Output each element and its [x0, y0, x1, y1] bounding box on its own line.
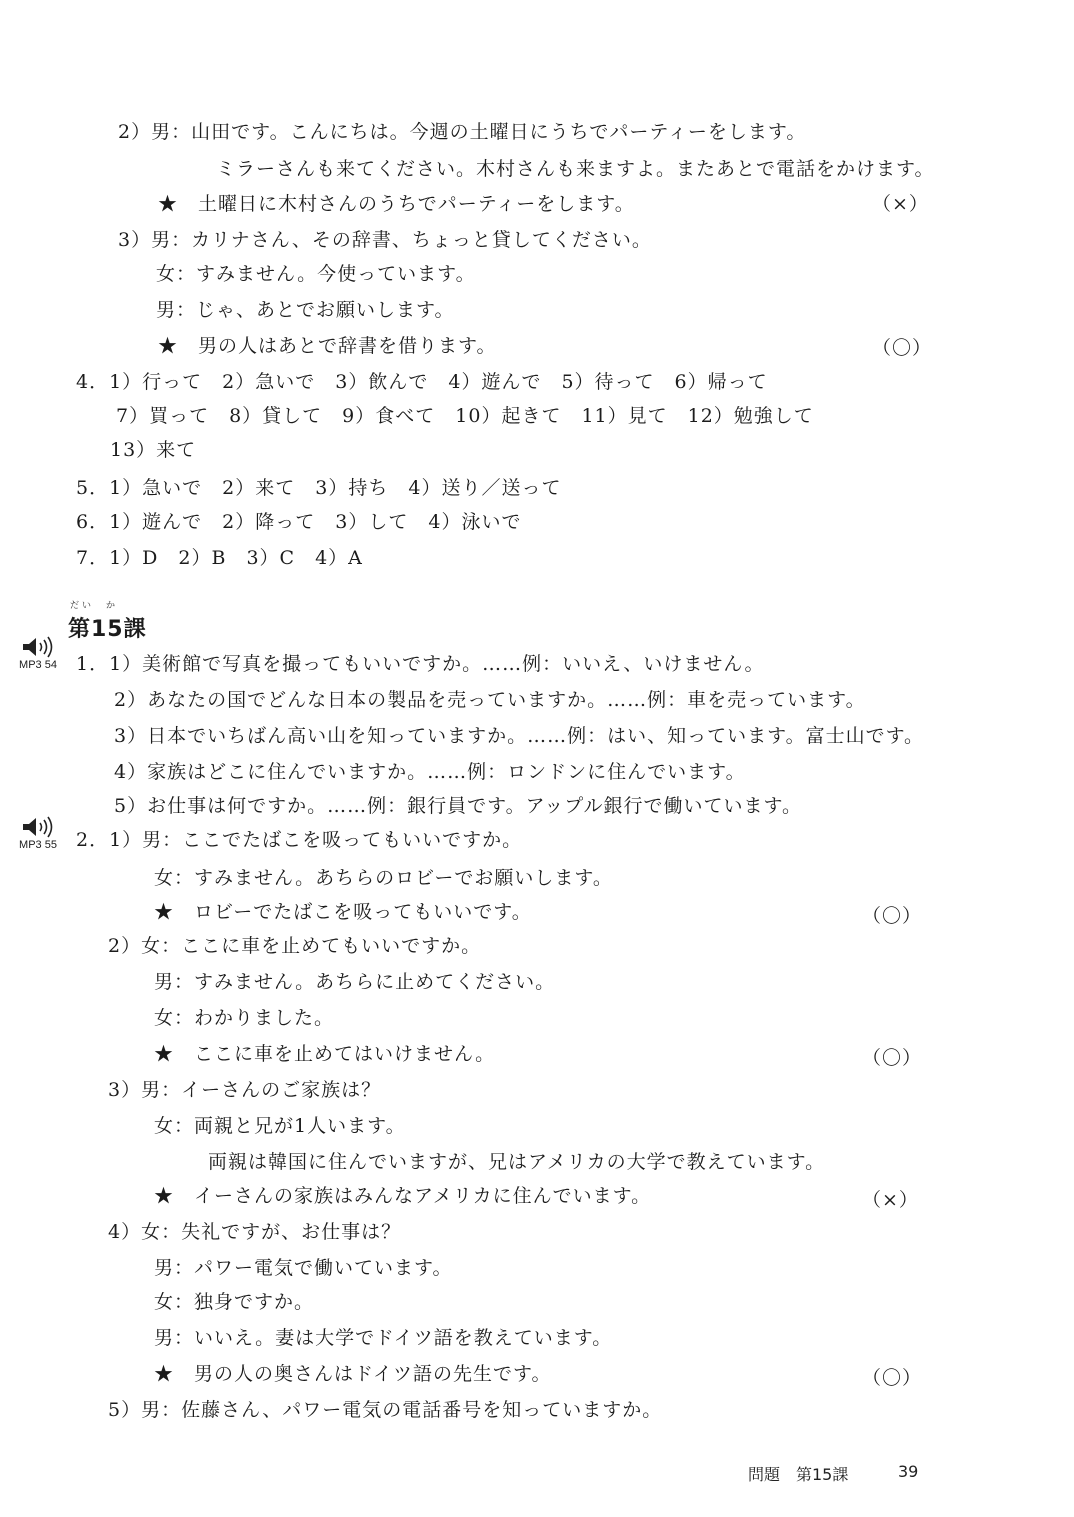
- answer-mark: （〇）: [872, 337, 933, 359]
- dialogue-line: 女：すみません。今使っています。: [156, 263, 476, 285]
- answer-mark: （〇）: [862, 905, 923, 927]
- answer-mark: （〇）: [862, 1047, 923, 1069]
- audio-track-55[interactable]: [12, 816, 64, 851]
- statement-line: ★ ロビーでたばこを吸ってもいいです。: [154, 901, 532, 923]
- statement-line: ★ ここに車を止めてはいけません。: [154, 1043, 496, 1065]
- answer-line: 7．1）D 2）B 3）C 4）A: [76, 547, 363, 569]
- dialogue-line: 男：じゃ、あとでお願いします。: [156, 299, 455, 321]
- dialogue-line: 3）男：イーさんのご家族は？: [108, 1079, 382, 1101]
- statement-line: ★ イーさんの家族はみんなアメリカに住んでいます。: [154, 1185, 652, 1207]
- answer-mark: （×）: [872, 193, 929, 215]
- dialogue-line: 男：いいえ。妻は大学でドイツ語を教えています。: [154, 1327, 613, 1349]
- dialogue-line: 2．1）男：ここでたばこを吸ってもいいですか。: [76, 829, 523, 851]
- statement-line: ★ 男の人の奥さんはドイツ語の先生です。: [154, 1363, 552, 1385]
- dialogue-line: 5）男：佐藤さん、パワー電気の電話番号を知っていますか。: [108, 1399, 663, 1421]
- dialogue-line: 女：わかりました。: [154, 1007, 335, 1029]
- question-line: 2）あなたの国でどんな日本の製品を売っていますか。……例：車を売っています。: [114, 689, 866, 711]
- question-line: 4）家族はどこに住んでいますか。……例：ロンドンに住んでいます。: [114, 761, 746, 783]
- dialogue-line: 3）男：カリナさん、その辞書、ちょっと貸してください。: [118, 229, 652, 251]
- dialogue-line: 4）女：失礼ですが、お仕事は？: [108, 1221, 402, 1243]
- dialogue-line: 2）男：山田です。こんにちは。今週の土曜日にうちでパーティーをします。: [118, 121, 807, 143]
- speaker-icon: [21, 636, 55, 658]
- statement-line: ★ 土曜日に木村さんのうちでパーティーをします。: [158, 193, 635, 215]
- dialogue-line: 女：両親と兄が1人います。: [154, 1115, 406, 1137]
- dialogue-line: ミラーさんも来てください。木村さんも来ますよ。またあとで電話をかけます。: [216, 158, 935, 180]
- audio-track-label: MP3 55: [19, 839, 57, 851]
- dialogue-line: 女：すみません。あちらのロビーでお願いします。: [154, 867, 613, 889]
- answer-line: 4．1）行って 2）急いで 3）飲んで 4）遊んで 5）待って 6）帰って: [76, 371, 768, 393]
- footer-label: 問題 第15課: [748, 1465, 849, 1484]
- answer-mark: （×）: [862, 1189, 919, 1211]
- dialogue-line: 両親は韓国に住んでいますが、兄はアメリカの大学で教えています。: [208, 1151, 826, 1173]
- dialogue-line: 2）女：ここに車を止めてもいいですか。: [108, 935, 482, 957]
- audio-track-label: MP3 54: [19, 659, 57, 671]
- dialogue-line: 男：すみません。あちらに止めてください。: [154, 971, 556, 993]
- dialogue-line: 女：独身ですか。: [154, 1291, 315, 1313]
- statement-line: ★ 男の人はあとで辞書を借ります。: [158, 335, 497, 357]
- answer-line: 5．1）急いで 2）来て 3）持ち 4）送り／送って: [76, 477, 562, 499]
- answer-line: 6．1）遊んで 2）降って 3）して 4）泳いで: [76, 511, 522, 533]
- dialogue-line: 男：パワー電気で働いています。: [154, 1257, 453, 1279]
- section-title: 第15課: [68, 617, 147, 642]
- question-line: 3）日本でいちばん高い山を知っていますか。……例：はい、知っています。富士山です。: [114, 725, 925, 747]
- audio-track-54[interactable]: [12, 636, 64, 671]
- answer-mark: （〇）: [862, 1367, 923, 1389]
- question-line: 5）お仕事は何ですか。……例：銀行員です。アップル銀行で働いています。: [114, 795, 802, 817]
- answer-line: 13）来て: [110, 439, 197, 461]
- answer-line: 7）買って 8）貸して 9）食べて 10）起きて 11）見て 12）勉強して: [116, 405, 814, 427]
- page-number: 39: [898, 1462, 919, 1481]
- section-title-ruby: だい か: [70, 601, 119, 611]
- speaker-icon: [21, 816, 55, 838]
- question-line: 1．1）美術館で写真を撮ってもいいですか。……例：いいえ、いけません。: [76, 653, 765, 675]
